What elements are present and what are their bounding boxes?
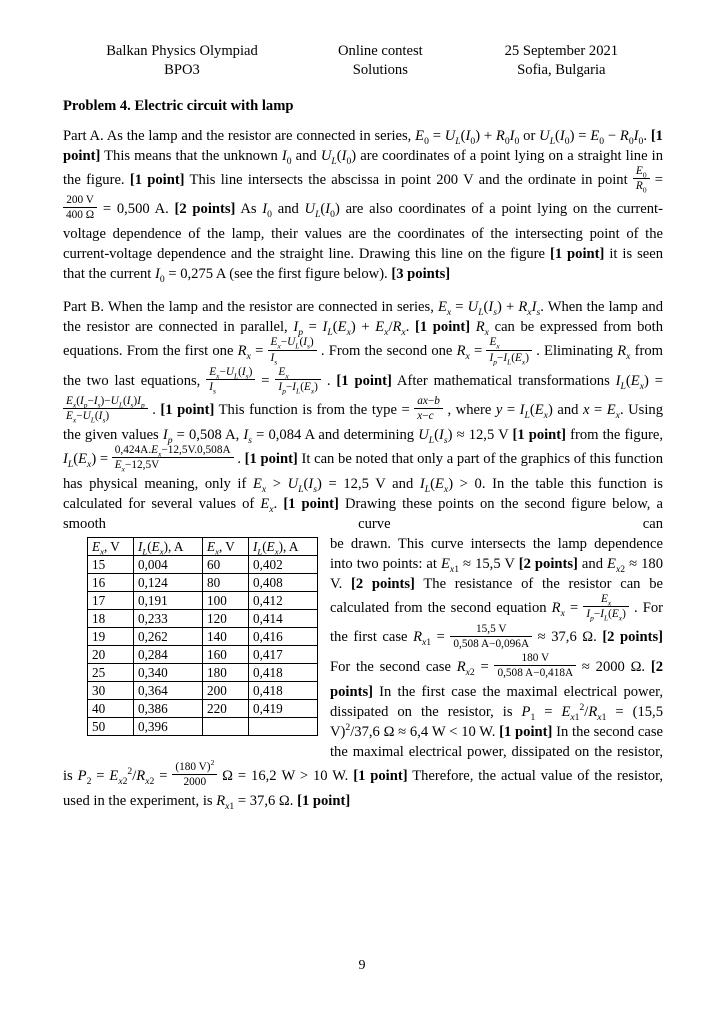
- table-cell: 220: [203, 700, 249, 718]
- table-cell: 18: [88, 610, 134, 628]
- table-row: [88, 592, 318, 610]
- table-cell: 160: [203, 646, 249, 664]
- table-cell: 16: [88, 574, 134, 592]
- table-cell: 0,417: [249, 646, 318, 664]
- table-row: [88, 682, 318, 700]
- table-cell: 140: [203, 628, 249, 646]
- header-date: 25 September 2021: [504, 43, 619, 59]
- table-cell: 20: [88, 646, 134, 664]
- table-cell: 0,412: [249, 592, 318, 610]
- table-row: [88, 556, 318, 574]
- table-cell: 0,416: [249, 628, 318, 646]
- header-document-type: Solutions: [352, 62, 408, 78]
- table-cell: 0,402: [249, 556, 318, 574]
- document-header: [63, 42, 663, 80]
- table-row: [88, 610, 318, 628]
- table-cell: [203, 718, 249, 736]
- table-cell: 0,419: [249, 700, 318, 718]
- table-cell: 15: [88, 556, 134, 574]
- table-cell: 120: [203, 610, 249, 628]
- header-contest-type: Online contest: [337, 43, 423, 59]
- table-cell: 0,364: [134, 682, 203, 700]
- table-cell: 0,233: [134, 610, 203, 628]
- table-header-row: [88, 538, 318, 556]
- table-cell: [249, 718, 318, 736]
- header-location: Sofia, Bulgaria: [517, 62, 606, 78]
- table-cell: 0,262: [134, 628, 203, 646]
- function-values-table: [87, 537, 318, 736]
- table-row: [88, 718, 318, 736]
- part-b-paragraph-continuation: [63, 534, 663, 811]
- table-cell: 0,004: [134, 556, 203, 574]
- table-cell: 0,284: [134, 646, 203, 664]
- table-body: [88, 556, 318, 736]
- table-cell: 0,396: [134, 718, 203, 736]
- header-olympiad-name: Balkan Physics Olympiad: [106, 43, 258, 59]
- table-cell: 0,418: [249, 682, 318, 700]
- table-cell: 30: [88, 682, 134, 700]
- header-olympiad-code: BPO3: [164, 62, 200, 78]
- table-header-cell: $I_L(E_x)$, A: [249, 538, 318, 556]
- table-cell: 17: [88, 592, 134, 610]
- header-center: [301, 42, 460, 80]
- table-cell: 80: [203, 574, 249, 592]
- table-row: [88, 574, 318, 592]
- table-cell: 0,418: [249, 664, 318, 682]
- table-cell: 200: [203, 682, 249, 700]
- table-cell: 60: [203, 556, 249, 574]
- page-number: 9: [358, 958, 366, 973]
- problem-title: Problem 4. Electric circuit with lamp: [63, 98, 294, 114]
- part-b-wrapped-text: be drawn. This curve intersects the lamp dependence into two points: at $E_{x1} \approx 15,5$ V [2 points] and $E_{x2} \approx 180$ V. [2 points] The resistance of the resistor can be calculated from the second equation $R_x$ = $\frac{E_x}{I_p-I_L(E_x)}$ . For the first case $R_{x1}$ = $\frac{15,5 V}{0,508 A-0,096A}$ ≈ 37,6 Ω. [2 points] For the second case $R_{x2}$ = $\frac{180 V}{0,508 A-0,418A}$ ≈ 2000 Ω. [2 points] In the first case the maximal electrical power, dissipated on the resistor, is $P_1 = E_{x1}^2/R_{x1} = (15,5$ V)$^2$/37,6 Ω ≈ 6,4 W < 10 W. [1 point] In the second case the maximal electrical power, dissipated on the resistor, is $P_2 = E_{x2}^2/R_{x2}$ = $\frac{(180 V)^2}{2000}$ Ω = 16,2 W > 10 W. [1 point] Therefore, the actual value of the resistor, used in the experiment, is $R_{x1} = 37,6$ Ω. [1 point]: [63, 536, 664, 813]
- table-row: [88, 646, 318, 664]
- table-cell: 0,124: [134, 574, 203, 592]
- document-page: [63, 42, 663, 811]
- table-cell: 100: [203, 592, 249, 610]
- table-cell: 180: [203, 664, 249, 682]
- table-cell: 19: [88, 628, 134, 646]
- table-cell: 40: [88, 700, 134, 718]
- table-cell: 0,414: [249, 610, 318, 628]
- part-b-paragraph-intro: Part B. When the lamp and the resistor are connected in series, $E_x = U_L(I_s) + R_xI_s$. When the lamp and the resistor are connected in parallel, $I_p = I_L(E_x) + E_x/R_x$. [1 point] $R_x$ can be expressed from both equations. From the first one $R_x$ = $\frac{E_x-U_L(I_s)}{I_s}$ . From the second one $R_x$ = $\frac{E_x}{I_p-I_L(E_x)}$ . Eliminating $R_x$ from the two last equations, $\frac{E_x-U_L(I_s)}{I_s}$ = $\frac{E_x}{I_p-I_L(E_x)}$ . [1 point] After mathematical transformations $I_L(E_x)$ = $\frac{E_x(I_p-I_s)-U_L(I_s)I_p}{E_x-U_L(I_s)}$ . [1 point] This function is from the type = $\frac{ax-b}{x-c}$ , where $y = I_L(E_x)$ and $x = E_x$. Using the given values $I_p = 0,508$ A, $I_s = 0,084$ A and determining $U_L(I_s) \approx 12,5$ V [1 point] from the figure, $I_L(E_x)$ = $\frac{0,424A.E_x-12,5V.0,508A}{E_x-12,5V}$ . [1 point] It can be noted that only a part of the graphics of this function has physical meaning, only if $E_x > U_L(I_s) = 12,5$ V and $I_L(E_x) > 0$. In the table this function is calculated for several values of $E_x$. [1 point] Drawing these points on the second figure below, a smooth curve can: [63, 299, 664, 533]
- table-cell: 50: [88, 718, 134, 736]
- table-row: [88, 628, 318, 646]
- table-cell: 25: [88, 664, 134, 682]
- table-row: [88, 700, 318, 718]
- table-header-cell: $E_x$, V: [203, 538, 249, 556]
- table-cell: 0,191: [134, 592, 203, 610]
- part-a-paragraph: Part A. As the lamp and the resistor are connected in series, $E_0 = U_L(I_0) + R_0I_0$ or $U_L(I_0) = E_0 - R_0I_0$. [1 point] This means that the unknown $I_0$ and $U_L(I_0)$ are coordinates of a point lying on a straight line in the figure. [1 point] This line intersects the abscissa in point 200 V and the ordinate in point $\frac{E_0}{R_0}$ = $\frac{200 V}{400 \Omega}$ = 0,500 A. [2 points] As $I_0$ and $U_L(I_0)$ are also coordinates of a point lying on the current-voltage dependence of the lamp, their values are the coordinates of the intersecting point of the current-voltage dependence and the straight line. Drawing this line on the figure [1 point] it is seen that the current $I_0 = 0,275$ A (see the first figure below). [3 points]: [63, 128, 664, 286]
- table-row: [88, 664, 318, 682]
- header-right: [460, 42, 663, 80]
- table-cell: 0,408: [249, 574, 318, 592]
- table-cell: 0,386: [134, 700, 203, 718]
- table-header-cell: $E_x$, V: [88, 538, 134, 556]
- table-cell: 0,340: [134, 664, 203, 682]
- table-header-cell: $I_L(E_x)$, A: [134, 538, 203, 556]
- header-left: [63, 42, 301, 80]
